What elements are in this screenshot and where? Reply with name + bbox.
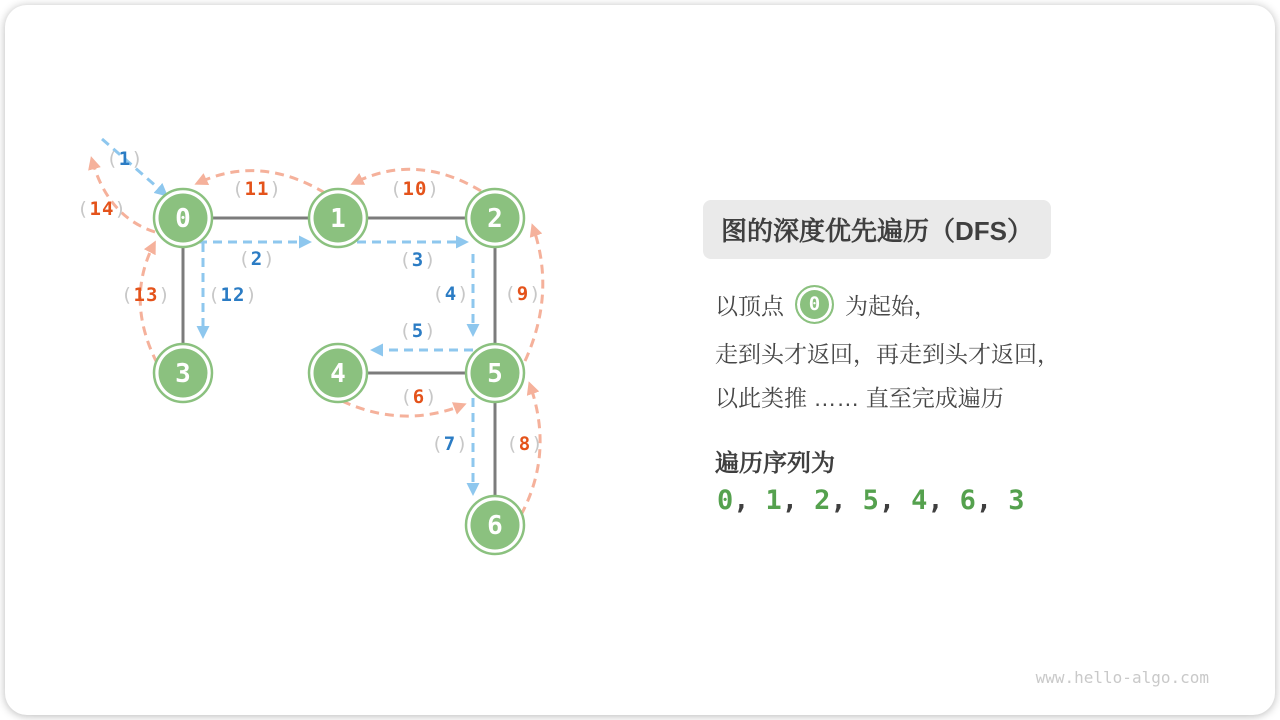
desc-line-3: 以此类推 …… 直至完成遍历 — [715, 385, 1004, 411]
step-label-14: (14) — [77, 198, 127, 220]
traversal-sequence — [717, 485, 1024, 516]
arrow-step-14 — [92, 160, 155, 232]
sequence-item: 5 — [862, 485, 879, 516]
step-label-2: (2) — [238, 248, 276, 270]
website-url: www.hello-algo.com — [1035, 668, 1209, 687]
step-label-11: (11) — [232, 178, 282, 200]
step-label-3: (3) — [399, 249, 437, 271]
start-vertex-badge — [795, 285, 834, 324]
node-3-label: 3 — [175, 359, 191, 389]
node-0 — [154, 189, 212, 247]
node-4-label: 4 — [330, 359, 346, 389]
step-label-6: (6) — [400, 386, 438, 408]
sequence-item: 0 — [717, 485, 734, 516]
sequence-separator: , — [781, 485, 799, 516]
node-2 — [466, 189, 524, 247]
sequence-item: 2 — [814, 485, 831, 516]
sequence-separator: , — [975, 485, 993, 516]
desc-line-1 — [715, 281, 937, 327]
node-5 — [466, 344, 524, 402]
step-label-8: (8) — [506, 433, 544, 455]
sequence-title: 遍历序列为 — [715, 450, 835, 477]
step-label-4: (4) — [432, 283, 470, 305]
step-label-12: (12) — [208, 284, 258, 306]
step-label-5: (5) — [399, 320, 437, 342]
figure-card — [5, 5, 1275, 715]
sequence-separator: , — [927, 485, 944, 516]
desc-line-1-pre: 以顶点 — [715, 292, 784, 319]
sequence-item: 3 — [1008, 485, 1025, 516]
sequence-item: 4 — [911, 485, 928, 516]
start-vertex-badge-label: 0 — [808, 293, 821, 315]
desc-line-2: 走到头才返回，再走到头才返回， — [715, 341, 1060, 367]
node-6 — [466, 496, 524, 554]
node-3 — [154, 344, 212, 402]
node-0-label: 0 — [175, 204, 191, 234]
node-6-label: 6 — [487, 511, 503, 541]
sequence-item: 1 — [765, 485, 782, 516]
sequence-separator: , — [878, 485, 896, 516]
step-label-10: (10) — [390, 178, 440, 200]
sequence-separator: , — [733, 485, 750, 516]
panel-title: 图的深度优先遍历（DFS） — [703, 200, 1051, 259]
dfs-graph-diagram — [5, 5, 665, 715]
step-label-9: (9) — [504, 283, 542, 305]
graph-nodes — [154, 189, 524, 554]
node-4 — [309, 344, 367, 402]
node-5-label: 5 — [487, 359, 503, 389]
step-label-13: (13) — [121, 284, 171, 306]
step-label-7: (7) — [431, 433, 469, 455]
desc-line-1-post: 为起始， — [845, 292, 937, 319]
sequence-separator: , — [830, 485, 847, 516]
sequence-item: 6 — [959, 485, 976, 516]
node-1-label: 1 — [330, 204, 346, 234]
node-2-label: 2 — [487, 204, 503, 234]
node-1 — [309, 189, 367, 247]
step-label-1: (1) — [106, 148, 144, 170]
